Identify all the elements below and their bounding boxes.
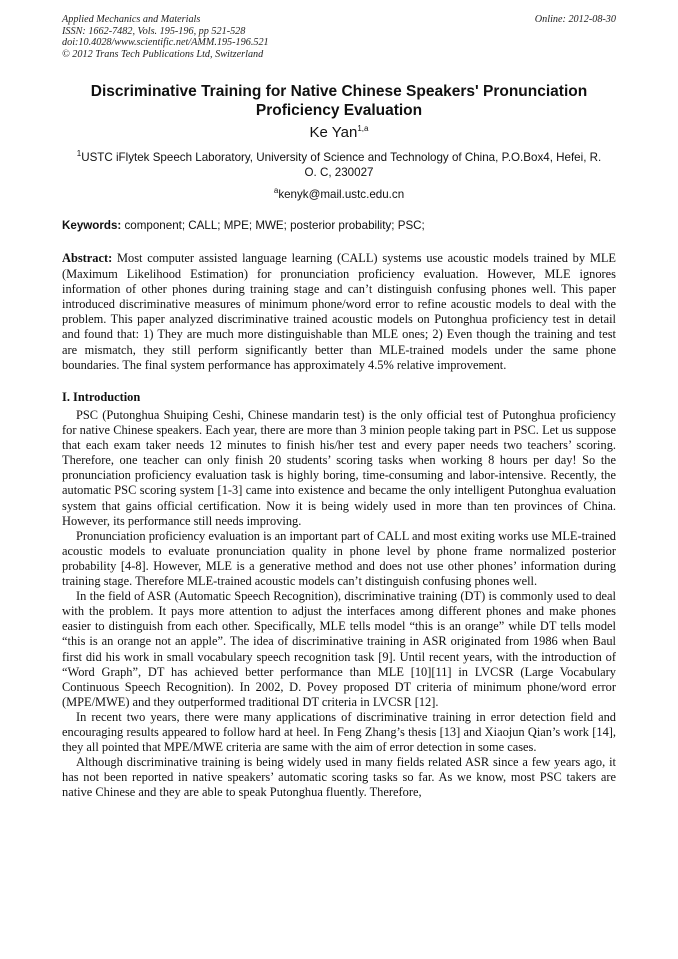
abstract — [62, 251, 616, 373]
body-paragraph: In recent two years, there were many applications of discriminative training in error detection field and encouraging results appeared to follow hard at heel. In Feng Zhang’s thesis [13] and Xiaojun Qian’s work [14], they all pointed that MPE/MWE criteria are same with the aim of error detection in some cases. — [62, 709, 616, 755]
copyright-line: © 2012 Trans Tech Publications Ltd, Switzerland — [62, 48, 264, 60]
journal-name: Applied Mechanics and Materials — [62, 14, 201, 25]
body-paragraph: In the field of ASR (Automatic Speech Recognition), discriminative training (DT) is commonly used to deal with the problem. It pays more attention to adjust the interfaces among different phones and make phones easier to distinguish from each other. Specifically, MLE tells model “this is an orange” while DT tells model “this is an orange not an apple”. The idea of discriminative training in ASR originated from 1986 when Baul first did his work in small vocabulary speech recognition task [9]. Until recent years, with the introduction of “Word Graph”, DT has achieved better performance than MLE [10][11] in LVCSR (Large Vocabulary Continuous Speech Recognition). In 2002, D. Povey proposed DT criteria of minimum phone/word error (MPE/MWE) and they outperformed traditional DT criteria in LVCSR [12]. — [62, 589, 616, 709]
keywords — [62, 219, 616, 233]
affiliation-text: USTC iFlytek Speech Laboratory, University of Science and Technology of China, P.O.Box4, Hefei, R. O. C, 230027 — [81, 151, 602, 180]
author-sup: 1,a — [357, 124, 369, 134]
affiliation — [62, 150, 616, 180]
body-paragraph: Although discriminative training is being widely used in many fields related ASR since a few years ago, it has not been reported in native speakers’ automatic scoring tasks so far. As we know, most PSC takers are native Chinese and they are able to speak Putonghua fluently. Therefore, — [62, 755, 616, 800]
journal-header — [62, 14, 616, 60]
section-body — [62, 408, 616, 800]
abstract-text: Most computer assisted language learning (CALL) systems use acoustic models trained by MLE (Maximum Likelihood Estimation) for pronunciation proficiency evaluation. However, MLE ignores information of other phones during training stage and can’t distinguish confusing phones well. This paper introduced discriminative measures of minimum phone/word error to refine acoustic models to deal with the problem. This paper analyzed discriminative trained acoustic models on Putonghua proficiency test in detail and found that: 1) They are much more distinguishable than MLE ones; 2) Even though the training and test are mismatch, they still perform significantly better than MLE-trained models under the same phone boundaries. The final system performance has approximately 4.5% relative improvement. — [62, 251, 616, 372]
issn-line: ISSN: 1662-7482, Vols. 195-196, pp 521-528 — [62, 25, 246, 37]
keywords-text: component; CALL; MPE; MWE; posterior probability; PSC; — [121, 219, 425, 233]
author-name: Ke Yan — [309, 124, 358, 142]
paper-page — [62, 14, 616, 800]
email-address[interactable]: kenyk@mail.ustc.edu.cn — [278, 188, 405, 202]
online-date: Online: 2012-08-30 — [534, 14, 616, 25]
abstract-label: Abstract: — [62, 251, 113, 266]
doi-line[interactable]: doi:10.4028/www.scientific.net/AMM.195-196.521 — [62, 37, 269, 49]
keywords-label: Keywords: — [62, 219, 122, 233]
affiliation-sup: 1 — [76, 149, 82, 159]
email-line — [62, 188, 616, 202]
body-paragraph: PSC (Putonghua Shuiping Ceshi, Chinese mandarin test) is the only official test of Putonghua proficiency for native Chinese speakers. Each year, there are more than 3 minion people taking part in PSC. Let us suppose that each exam taker needs 12 minutes to finish his/her test and every paper needs two teachers’ scoring. Therefore, one teacher can only finish 20 students’ scoring tasks when working 8 hours per day! So the pronunciation proficiency evaluation task is highly boring, time-consuming and labor-intensive. Recently, the automatic PSC scoring system [1-3] came into existence and became the only intelligent Putonghua evaluation system that gains official certification. Now it is being widely used in more than ten provinces of China. However, its performance still needs improving. — [62, 408, 616, 528]
body-paragraph: Pronunciation proficiency evaluation is an important part of CALL and most exiting works use MLE-trained acoustic models to evaluate pronunciation quality in phone level by phone frame normalized posterior probability [4-8]. However, MLE is a generative method and does not use other phones’ information during training stage. Therefore MLE-trained acoustic models can’t distinguish confusing phones well. — [62, 528, 616, 589]
section-heading: I. Introduction — [62, 390, 141, 404]
author-line — [62, 124, 616, 142]
email-sup: a — [273, 186, 279, 196]
paper-title: Discriminative Training for Native Chinese Speakers' Pronunciation Proficiency Evaluation — [90, 83, 588, 120]
